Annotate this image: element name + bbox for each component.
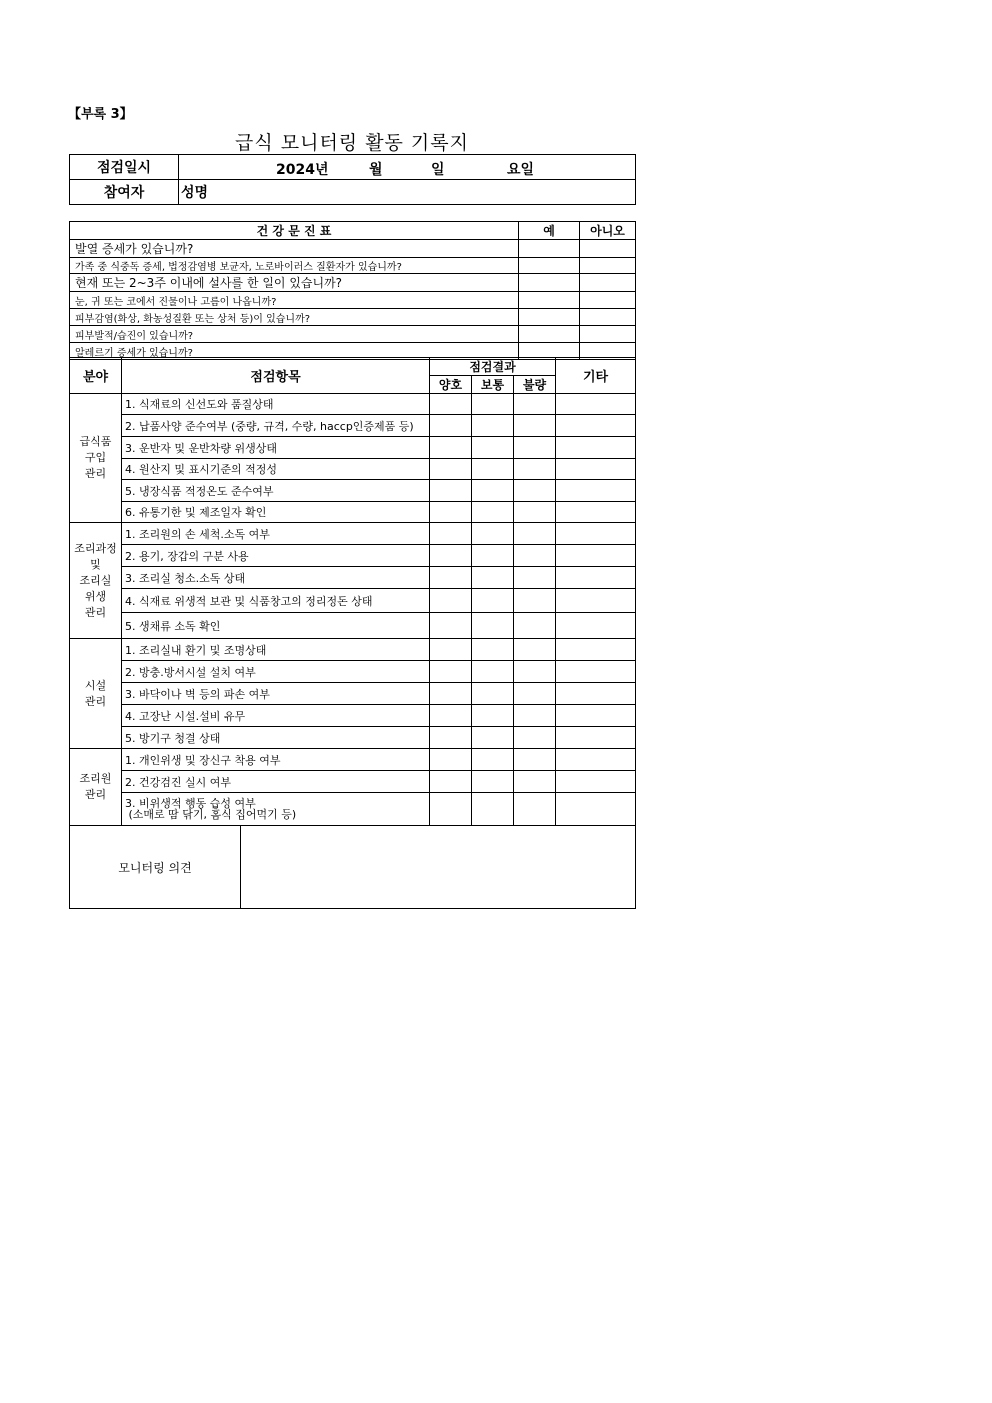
bad-cell[interactable] [514, 523, 556, 545]
check-item: 3. 조리실 청소.소독 상태 [122, 567, 430, 589]
no-cell[interactable] [580, 309, 636, 326]
bad-header: 불량 [514, 376, 556, 394]
yes-cell[interactable] [519, 240, 580, 258]
check-item: 1. 개인위생 및 장신구 착용 여부 [122, 749, 430, 771]
bad-cell[interactable] [514, 567, 556, 589]
bad-cell[interactable] [514, 661, 556, 683]
etc-cell[interactable] [556, 705, 636, 727]
check-item: 3. 운반자 및 운반차량 위생상태 [122, 437, 430, 459]
bad-cell[interactable] [514, 394, 556, 415]
weekday-text: 요일 [507, 162, 535, 178]
etc-header: 기타 [556, 358, 636, 394]
good-cell[interactable] [430, 502, 472, 523]
normal-cell[interactable] [472, 394, 514, 415]
year-text: 2024년 [276, 162, 329, 178]
health-table [69, 221, 636, 360]
area-label: 조리과정 및 조리실 위생 관리 [70, 523, 122, 639]
normal-cell[interactable] [472, 523, 514, 545]
bad-cell[interactable] [514, 459, 556, 480]
health-question: 가족 중 식중독 증세, 법정감염병 보균자, 노로바이러스 질환자가 있습니까? [70, 258, 519, 274]
good-cell[interactable] [430, 705, 472, 727]
yes-cell[interactable] [519, 326, 580, 343]
check-item: 4. 식재료 위생적 보관 및 식품창고의 정리정돈 상태 [122, 589, 430, 613]
check-item-line: 3. 비위생적 행동 습성 여부 [125, 797, 256, 810]
etc-cell[interactable] [556, 661, 636, 683]
etc-cell[interactable] [556, 793, 636, 826]
etc-cell[interactable] [556, 545, 636, 567]
check-item: 6. 유통기한 및 제조일자 확인 [122, 502, 430, 523]
good-header: 양호 [430, 376, 472, 394]
yes-cell[interactable] [519, 258, 580, 274]
health-question: 발열 증세가 있습니까? [70, 240, 519, 258]
check-item-line: (소매로 땀 닦기, 홈식 집어먹기 등) [125, 808, 297, 821]
check-item: 4. 원산지 및 표시기준의 적정성 [122, 459, 430, 480]
yes-header: 예 [519, 222, 580, 240]
normal-cell[interactable] [472, 502, 514, 523]
bad-cell[interactable] [514, 437, 556, 459]
etc-cell[interactable] [556, 415, 636, 437]
normal-header: 보통 [472, 376, 514, 394]
good-cell[interactable] [430, 480, 472, 502]
bad-cell[interactable] [514, 545, 556, 567]
health-question: 현재 또는 2~3주 이내에 설사를 한 일이 있습니까? [70, 274, 519, 292]
good-cell[interactable] [430, 437, 472, 459]
normal-cell[interactable] [472, 705, 514, 727]
etc-cell[interactable] [556, 749, 636, 771]
yes-cell[interactable] [519, 292, 580, 309]
bad-cell[interactable] [514, 639, 556, 661]
good-cell[interactable] [430, 545, 472, 567]
check-item: 5. 생채류 소독 확인 [122, 613, 430, 639]
health-question: 눈, 귀 또는 코에서 진물이나 고름이 나옵니까? [70, 292, 519, 309]
opinion-label: 모니터링 의견 [70, 826, 241, 909]
health-question: 피부감염(화상, 화농성질환 또는 상처 등)이 있습니까? [70, 309, 519, 326]
normal-cell[interactable] [472, 613, 514, 639]
no-cell[interactable] [580, 292, 636, 309]
etc-cell[interactable] [556, 683, 636, 705]
bad-cell[interactable] [514, 480, 556, 502]
good-cell[interactable] [430, 415, 472, 437]
good-cell[interactable] [430, 567, 472, 589]
date-field[interactable] [179, 155, 636, 180]
bad-cell[interactable] [514, 771, 556, 793]
normal-cell[interactable] [472, 683, 514, 705]
good-cell[interactable] [430, 613, 472, 639]
check-item: 5. 냉장식품 적정온도 준수여부 [122, 480, 430, 502]
area-label: 급식품 구입 관리 [70, 394, 122, 523]
good-cell[interactable] [430, 589, 472, 613]
bad-cell[interactable] [514, 589, 556, 613]
check-item: 1. 식재료의 신선도와 품질상태 [122, 394, 430, 415]
normal-cell[interactable] [472, 749, 514, 771]
check-item: 1. 조리실내 환기 및 조명상태 [122, 639, 430, 661]
normal-cell[interactable] [472, 771, 514, 793]
normal-cell[interactable] [472, 727, 514, 749]
health-question: 알레르기 증세가 있습니까? [70, 343, 519, 360]
item-header: 점검항목 [122, 358, 430, 394]
normal-cell[interactable] [472, 589, 514, 613]
etc-cell[interactable] [556, 589, 636, 613]
no-cell[interactable] [580, 240, 636, 258]
bad-cell[interactable] [514, 793, 556, 826]
normal-cell[interactable] [472, 415, 514, 437]
good-cell[interactable] [430, 749, 472, 771]
etc-cell[interactable] [556, 523, 636, 545]
health-question: 피부발적/습진이 있습니까? [70, 326, 519, 343]
day-text: 일 [431, 162, 445, 178]
no-cell[interactable] [580, 326, 636, 343]
bad-cell[interactable] [514, 705, 556, 727]
check-item: 2. 방충.방서시설 설치 여부 [122, 661, 430, 683]
normal-cell[interactable] [472, 437, 514, 459]
check-item: 5. 방기구 청결 상태 [122, 727, 430, 749]
info-table [69, 154, 636, 205]
area-label: 조리원 관리 [70, 749, 122, 826]
area-label: 시설 관리 [70, 639, 122, 749]
checklist-table [69, 357, 636, 909]
normal-cell[interactable] [472, 793, 514, 826]
etc-cell[interactable] [556, 437, 636, 459]
participant-label: 참여자 [70, 180, 179, 205]
bad-cell[interactable] [514, 502, 556, 523]
result-header: 점검결과 [430, 358, 556, 376]
bad-cell[interactable] [514, 415, 556, 437]
area-header: 분야 [70, 358, 122, 394]
no-header: 아니오 [580, 222, 636, 240]
etc-cell[interactable] [556, 459, 636, 480]
appendix-label: 【부록 3】 [68, 107, 133, 122]
good-cell[interactable] [430, 683, 472, 705]
page-title: 급식 모니터링 활동 기록지 [234, 132, 469, 154]
normal-cell[interactable] [472, 480, 514, 502]
good-cell[interactable] [430, 523, 472, 545]
check-item: 1. 조리원의 손 세척.소독 여부 [122, 523, 430, 545]
normal-cell[interactable] [472, 545, 514, 567]
etc-cell[interactable] [556, 771, 636, 793]
etc-cell[interactable] [556, 502, 636, 523]
good-cell[interactable] [430, 793, 472, 826]
check-item: 3. 바닥이나 벽 등의 파손 여부 [122, 683, 430, 705]
bad-cell[interactable] [514, 727, 556, 749]
good-cell[interactable] [430, 727, 472, 749]
good-cell[interactable] [430, 394, 472, 415]
etc-cell[interactable] [556, 727, 636, 749]
good-cell[interactable] [430, 459, 472, 480]
good-cell[interactable] [430, 771, 472, 793]
health-header: 건 강 문 진 표 [70, 222, 519, 240]
no-cell[interactable] [580, 258, 636, 274]
normal-cell[interactable] [472, 567, 514, 589]
etc-cell[interactable] [556, 613, 636, 639]
date-label: 점검일시 [70, 155, 179, 180]
normal-cell[interactable] [472, 639, 514, 661]
check-item: 4. 고장난 시설.설비 유무 [122, 705, 430, 727]
check-item [122, 793, 430, 826]
check-item: 2. 용기, 장갑의 구분 사용 [122, 545, 430, 567]
name-label: 성명 [181, 185, 209, 201]
good-cell[interactable] [430, 639, 472, 661]
check-item: 2. 납품사양 준수여부 (중량, 규격, 수량, haccp인증제품 등) [122, 415, 430, 437]
normal-cell[interactable] [472, 459, 514, 480]
month-text: 월 [369, 162, 383, 178]
normal-cell[interactable] [472, 661, 514, 683]
etc-cell[interactable] [556, 567, 636, 589]
check-item: 2. 건강검진 실시 여부 [122, 771, 430, 793]
bad-cell[interactable] [514, 613, 556, 639]
yes-cell[interactable] [519, 274, 580, 292]
name-field[interactable] [179, 180, 636, 205]
bad-cell[interactable] [514, 749, 556, 771]
yes-cell[interactable] [519, 309, 580, 326]
etc-cell[interactable] [556, 480, 636, 502]
good-cell[interactable] [430, 661, 472, 683]
no-cell[interactable] [580, 274, 636, 292]
etc-cell[interactable] [556, 394, 636, 415]
etc-cell[interactable] [556, 639, 636, 661]
opinion-field[interactable] [241, 826, 636, 909]
bad-cell[interactable] [514, 683, 556, 705]
